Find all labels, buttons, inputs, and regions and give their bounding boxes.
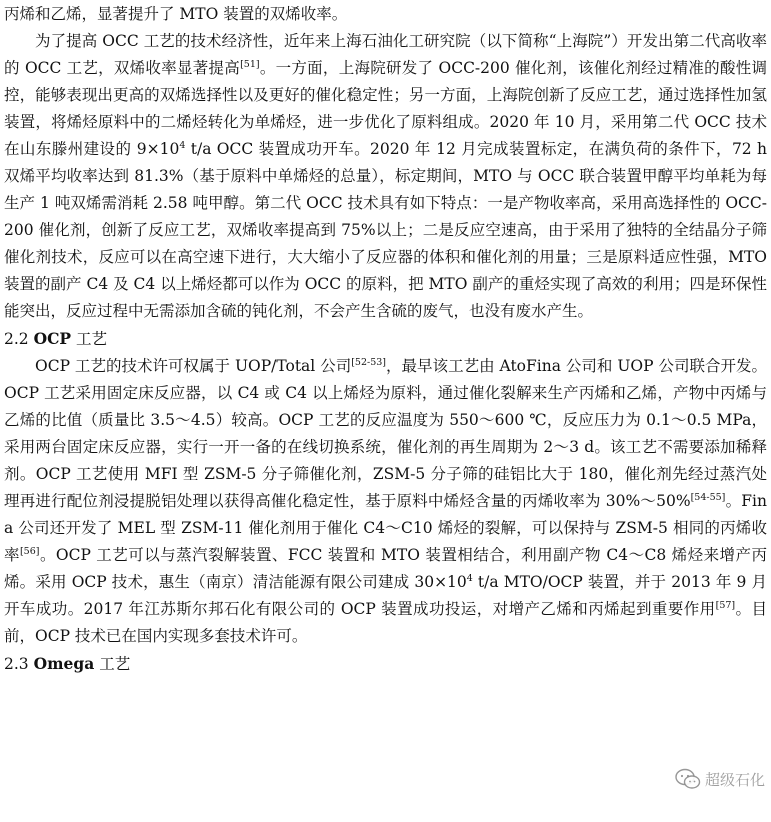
occ-text-3: t/a OCC 装置成功开车。2020 年 12 月完成装置标定，在满负荷的条件下，72 h 双烯平均收率达到 81.3%（基于原料中单烯烃的总量），标定期间，MTO 与 OCC 联合装置甲醇平均单耗为每生产 1 吨双烯需消耗 2.58 吨甲醇。第二代 OCC 技术具有如下特点：一是产物收率高，采用高选择性的 OCC-200 催化剂，创新了反应工艺，双烯收率提高到 75%以上；二是反应空速高，由于采用了独特的全结晶分子筛催化剂技术，反应可以在高空速下进行，大大缩小了反应器的体积和催化剂的用量；三是原料适应性强，MTO 装置的副产 C4 及 C4 以上烯烃都可以作为 OCC 的原料，把 MTO 副产的重烃实现了高效的利用；四是环保性能突出，反应过程中无需添加含硫的钝化剂，不会产生含硫的废气，也没有废水产生。 bbox=[4, 140, 767, 320]
paragraph-occ bbox=[4, 28, 767, 325]
ocp-text-4: 。OCP 工艺可以与蒸汽裂解装置、FCC 装置和 MTO 装置相结合，利用副产物 C4～C8 烯烃来增产丙烯。采用 OCP 技术，惠生（南京）清洁能源有限公司建成 30×10 bbox=[4, 546, 767, 591]
occ-text-1: 为了提高 OCC 工艺的技术经济性，近年来上海石油化工研究院（以下简称“上海院”）开发出第二代高收率的 OCC 工艺，双烯收率显著提高 bbox=[4, 32, 767, 77]
section-heading-ocp bbox=[4, 325, 767, 353]
exponent-4: 4 bbox=[466, 573, 473, 584]
watermark-text: 超级石化 bbox=[704, 770, 765, 789]
citation-52-53[interactable]: [52-53] bbox=[351, 357, 387, 368]
ocp-text-1: OCP 工艺的技术许可权属于 UOP/Total 公司 bbox=[35, 357, 352, 375]
exponent-4: 4 bbox=[179, 140, 186, 151]
ocp-text-2: ，最早该工艺由 AtoFina 公司和 UOP 公司联合开发。OCP 工艺采用固定床反应器，以 C4 或 C4 以上烯烃为原料，通过催化裂解来生产丙烯和乙烯，产物中丙烯与乙烯的比值（质量比 3.5～4.5）较高。OCP 工艺的反应温度为 550～600 ℃，反应压力为 0.1～0.5 MPa，采用两台固定床反应器，实行一开一备的在线切换系统，催化剂的再生周期为 2～3 d。该工艺不需要添加稀释剂。OCP 工艺使用 MFI 型 ZSM-5 分子筛催化剂，ZSM-5 分子筛的硅铝比大于 180，催化剂先经过蒸汽处理再进行配位剂浸提脱铝处理以获得高催化稳定性，基于原料中烯烃含量的丙烯收率为 30%～50% bbox=[4, 357, 768, 510]
citation-54-55[interactable]: [54-55] bbox=[690, 492, 726, 503]
occ-text-2: 。一方面，上海院研发了 OCC-200 催化剂，该催化剂经过精准的酸性调控，能够表现出更高的双烯选择性以及更好的催化稳定性；另一方面，上海院创新了反应工艺，通过选择性加氢装置，将烯烃原料中的二烯烃转化为单烯烃，进一步优化了原料组成。2020 年 10 月，采用第二代 OCC 技术在山东滕州建设的 9×10 bbox=[4, 59, 767, 158]
ocp-text-3: 。Fina 公司还开发了 MEL 型 ZSM-11 催化剂用于催化 C4～C10 烯烃的裂解，可以保持与 ZSM-5 相同的丙烯收率 bbox=[4, 492, 767, 564]
ocp-text-6: 。目前，OCP 技术已在国内实现多套技术许可。 bbox=[4, 600, 767, 645]
section-title-suffix: 工艺 bbox=[99, 655, 131, 673]
section-heading-omega bbox=[4, 650, 767, 678]
ocp-text-5: t/a MTO/OCP 装置，并于 2013 年 9 月开车成功。2017 年江苏斯尔邦石化有限公司的 OCP 装置成功投运，对增产乙烯和丙烯起到重要作用 bbox=[4, 573, 768, 618]
section-number: 2.2 bbox=[4, 330, 29, 348]
citation-51[interactable]: [51] bbox=[240, 59, 260, 70]
section-title-suffix: 工艺 bbox=[76, 330, 108, 348]
section-title: Omega bbox=[33, 654, 95, 673]
section-title: OCP bbox=[33, 329, 72, 348]
top-line bbox=[4, 0, 767, 28]
paragraph-ocp bbox=[4, 353, 767, 650]
citation-56[interactable]: [56] bbox=[19, 546, 40, 557]
section-number: 2.3 bbox=[4, 655, 29, 673]
citation-57[interactable]: [57] bbox=[715, 600, 736, 611]
top-line-text: 丙烯和乙烯，显著提升了 MTO 装置的双烯收率。 bbox=[4, 5, 348, 23]
